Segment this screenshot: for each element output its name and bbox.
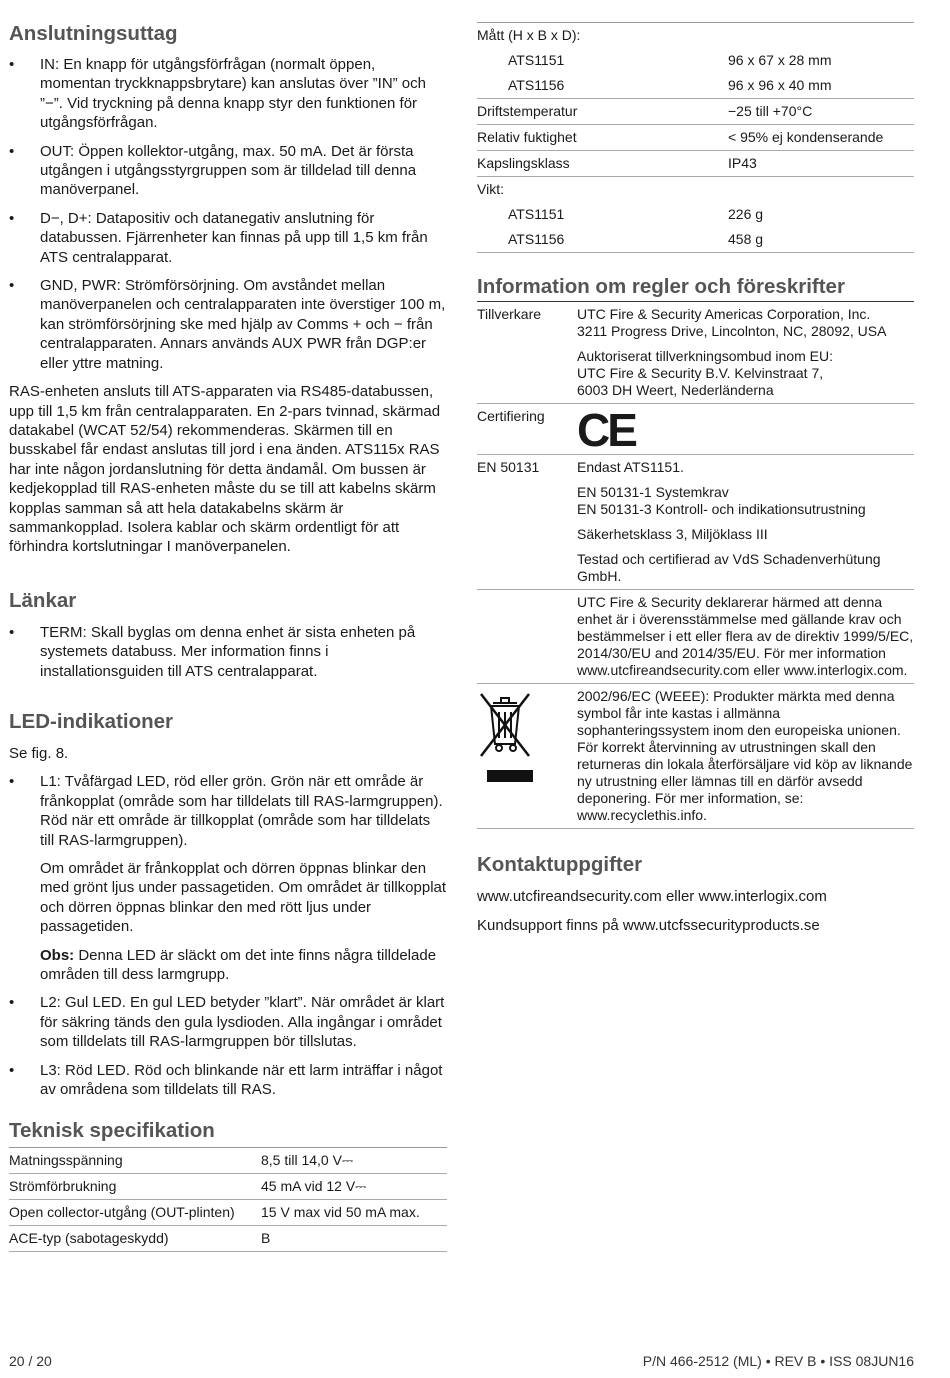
regler-table bbox=[477, 302, 914, 829]
table-row bbox=[477, 302, 914, 404]
table-row bbox=[477, 99, 914, 125]
spec-value: 226 g bbox=[728, 206, 764, 222]
vikt-label: Vikt: bbox=[477, 181, 504, 197]
heading-anslutningsuttag: Anslutningsuttag bbox=[9, 22, 178, 45]
teknisk-table bbox=[9, 1147, 447, 1252]
list-item-l1 bbox=[9, 772, 447, 984]
reg-label: Certifiering bbox=[477, 404, 577, 455]
list-item: • GND, PWR: Strömförsörjning. Om avståndet mellan manöverpanelen och centralapparaten inte överstiger 100 m, kan strömförsörjning ske med hjälp av Comms + och − från centralapparaten. Annars används AUX PWR från DGP:er eller yttre matning. bbox=[9, 276, 447, 373]
en-line: EN 50131-1 Systemkrav bbox=[577, 484, 729, 500]
spec-label: ATS1156 bbox=[477, 73, 728, 99]
heading-kontakt: Kontaktuppgifter bbox=[477, 853, 643, 876]
spec-value: 15 V max vid 50 mA max. bbox=[261, 1200, 447, 1226]
spec-label: Open collector-utgång (OUT-plinten) bbox=[9, 1200, 261, 1226]
tillverkare-line: UTC Fire & Security Americas Corporation, Inc. bbox=[577, 306, 871, 322]
ombud-block bbox=[577, 348, 914, 399]
table-row bbox=[477, 125, 914, 151]
table-row bbox=[477, 227, 914, 253]
reg-value bbox=[577, 302, 914, 404]
spec-label: Matningsspänning bbox=[9, 1148, 261, 1174]
ombud-line: UTC Fire & Security B.V. Kelvinstraat 7, bbox=[577, 365, 824, 381]
spec-value: < 95% ej kondenserande bbox=[728, 125, 914, 151]
list-item: • IN: En knapp för utgångsförfrågan (normalt öppen, momentan tryckknappsbrytare) kan anslutas över ”IN” och ”−”. Vid tryckning på denna knapp styr den funktionen för utgångsförfrågan. bbox=[9, 55, 447, 133]
weee-bin-icon bbox=[477, 688, 533, 784]
table-row bbox=[9, 1226, 447, 1252]
led-intro: Se fig. 8. bbox=[9, 744, 69, 762]
ce-mark-icon: CE bbox=[577, 404, 635, 456]
table-row bbox=[477, 590, 914, 684]
weee-text: 2002/96/EC (WEEE): Produkter märkta med denna symbol får inte kastas i allmänna sophanteringssystem inom den europeiska unionen. För korrekt återvinning av utrustningen skall den returneras din lokala återförsäljare vid köp av liknande ny utrustning eller lämnas till en därför avsedd deponering. För mer information, se: www.recyclethis.info. bbox=[577, 684, 914, 829]
reg-label: Tillverkare bbox=[477, 302, 577, 404]
table-row bbox=[477, 684, 914, 829]
empty-cell bbox=[477, 590, 577, 684]
heading-led-indikationer: LED-indikationer bbox=[9, 709, 174, 733]
spec-label: Driftstemperatur bbox=[477, 99, 728, 125]
spec-label: ATS1151 bbox=[508, 206, 565, 222]
table-row bbox=[477, 455, 914, 590]
list-item-l2: • L2: Gul LED. En gul LED betyder ”klart”. När området är klart för säkring tänds den gula lysdioden. Alla ingångar i området som tilldelats till RAS-larmgruppen bör tillslutas. bbox=[9, 993, 447, 1051]
contact-line-2: Kundsupport finns på www.utcfssecurityproducts.se bbox=[477, 917, 820, 935]
contact-line-1: www.utcfireandsecurity.com eller www.interlogix.com bbox=[477, 888, 827, 905]
declaration-text: UTC Fire & Security deklarerar härmed att denna enhet är i överensstämmelse med gällande krav och bestämmelser i ett eller flera av de direktiv 1999/5/EC, 2014/30/EU and 2014/35/EU. För mer information www.utcfireandsecurity.com eller www.interlogix.com. bbox=[577, 590, 914, 684]
tillverkare-block bbox=[577, 306, 914, 340]
table-row bbox=[477, 23, 914, 49]
lankar-list bbox=[9, 623, 447, 681]
spec-value: IP43 bbox=[728, 151, 914, 177]
matt-label: Mått (H x B x D): bbox=[477, 23, 914, 49]
table-row bbox=[477, 404, 914, 455]
left-column bbox=[9, 0, 447, 1252]
l1-text: • L1: Tvåfärgad LED, röd eller grön. Grön när ett område är frånkopplat (område som har tilldelats till RAS-larmgruppen). Röd när ett område är tillkopplat (område som har tilldelats till RAS-larmgruppen). bbox=[40, 773, 443, 849]
en-block bbox=[577, 484, 914, 518]
spec-table-continued bbox=[477, 22, 914, 253]
table-row bbox=[477, 73, 914, 99]
spec-label: ATS1151 bbox=[508, 52, 565, 68]
heading-lankar: Länkar bbox=[9, 588, 77, 612]
table-row bbox=[477, 177, 914, 203]
footer-page-number: 20 / 20 bbox=[9, 1353, 52, 1369]
en-line: Säkerhetsklass 3, Miljöklass III bbox=[577, 526, 768, 542]
obs-label: Obs: bbox=[40, 946, 75, 964]
spec-value: −25 till +70°C bbox=[728, 99, 914, 125]
heading-teknisk-specifikation: Teknisk specifikation bbox=[9, 1119, 215, 1143]
weee-cell bbox=[477, 684, 577, 829]
led-list bbox=[9, 772, 447, 1099]
reg-value bbox=[577, 404, 914, 455]
table-row bbox=[9, 1174, 447, 1200]
footer-part-number: P/N 466-2512 (ML) • REV B • ISS 08JUN16 bbox=[642, 1353, 914, 1369]
spec-value: 45 mA vid 12 V⎓ bbox=[261, 1174, 447, 1200]
obs-text: Denna LED är släckt om det inte finns några tilldelade områden till dess larmgrupp. bbox=[40, 946, 437, 984]
spec-label: Kapslingsklass bbox=[477, 151, 728, 177]
spec-label: ATS1156 bbox=[477, 227, 728, 253]
en-line: Endast ATS1151. bbox=[577, 459, 684, 475]
l1-paragraph: Om området är frånkopplat och dörren öppnas blinkar den med grönt ljus under passagetiden. Om området är tillkopplat och dörren öppnas blinkar den med rött ljus under passagetiden. bbox=[40, 860, 447, 936]
list-item: • TERM: Skall byglas om denna enhet är sista enheten på systemets databuss. Mer information finns i installationsguiden till ATS centralapparat. bbox=[9, 623, 447, 681]
en-line: Testad och certifierad av VdS Schadenverhütung GmbH. bbox=[577, 551, 881, 584]
reg-label: EN 50131 bbox=[477, 455, 577, 590]
ombud-line: Auktoriserat tillverkningsombud inom EU: bbox=[577, 348, 833, 364]
en-line: EN 50131-3 Kontroll- och indikationsutrustning bbox=[577, 501, 866, 517]
spec-value: 458 g bbox=[728, 227, 914, 253]
tillverkare-line: 3211 Progress Drive, Lincolnton, NC, 28092, USA bbox=[577, 323, 887, 339]
table-row bbox=[477, 202, 914, 227]
spec-value: B bbox=[261, 1226, 447, 1252]
spec-label: Strömförbrukning bbox=[9, 1174, 261, 1200]
table-row bbox=[9, 1200, 447, 1226]
spec-value: 96 x 67 x 28 mm bbox=[728, 52, 832, 68]
table-row bbox=[9, 1148, 447, 1174]
ombud-line: 6003 DH Weert, Nederländerna bbox=[577, 382, 774, 398]
anslutning-list bbox=[9, 55, 447, 373]
table-row bbox=[477, 48, 914, 73]
table-row bbox=[477, 151, 914, 177]
right-column bbox=[477, 0, 914, 936]
list-item: • D−, D+: Datapositiv och datanegativ anslutning för databussen. Fjärrenheter kan finnas på upp till 1,5 km från ATS centralapparat. bbox=[9, 209, 447, 267]
reg-value bbox=[577, 455, 914, 590]
list-item-l3: • L3: Röd LED. Röd och blinkande när ett larm inträffar i något av områdena som tilldelats till RAS. bbox=[9, 1061, 447, 1100]
spec-label: ACE-typ (sabotageskydd) bbox=[9, 1226, 261, 1252]
spec-label: Relativ fuktighet bbox=[477, 125, 728, 151]
ras-paragraph: RAS-enheten ansluts till ATS-apparaten via RS485-databussen, upp till 1,5 km från centralapparaten. En 2-pars tvinnad, skärmad datakabel (WCAT 52/54) rekommenderas. Skärmen till en busskabel får endast anslutas till jord i ena änden. ATS115x RAS har inte någon jordanslutning för detta ändamål. Om bussen är kedjekopplad till RAS-enheten måste du se till att kabelns skärm kopplas samman så att hela datakabelns skärm är sammankopplad. Isolera kablar och skärm ordentligt för att förhindra kortslutningar I manöverpanelen. bbox=[9, 383, 441, 556]
heading-regler: Information om regler och föreskrifter bbox=[477, 275, 914, 302]
spec-value: 8,5 till 14,0 V⎓ bbox=[261, 1148, 447, 1174]
obs-note bbox=[40, 946, 447, 985]
list-item: • OUT: Öppen kollektor-utgång, max. 50 mA. Det är första utgången i utgångsstyrgruppen som är tilldelad till denna manöverpanel. bbox=[9, 142, 447, 200]
spec-value: 96 x 96 x 40 mm bbox=[728, 73, 914, 99]
